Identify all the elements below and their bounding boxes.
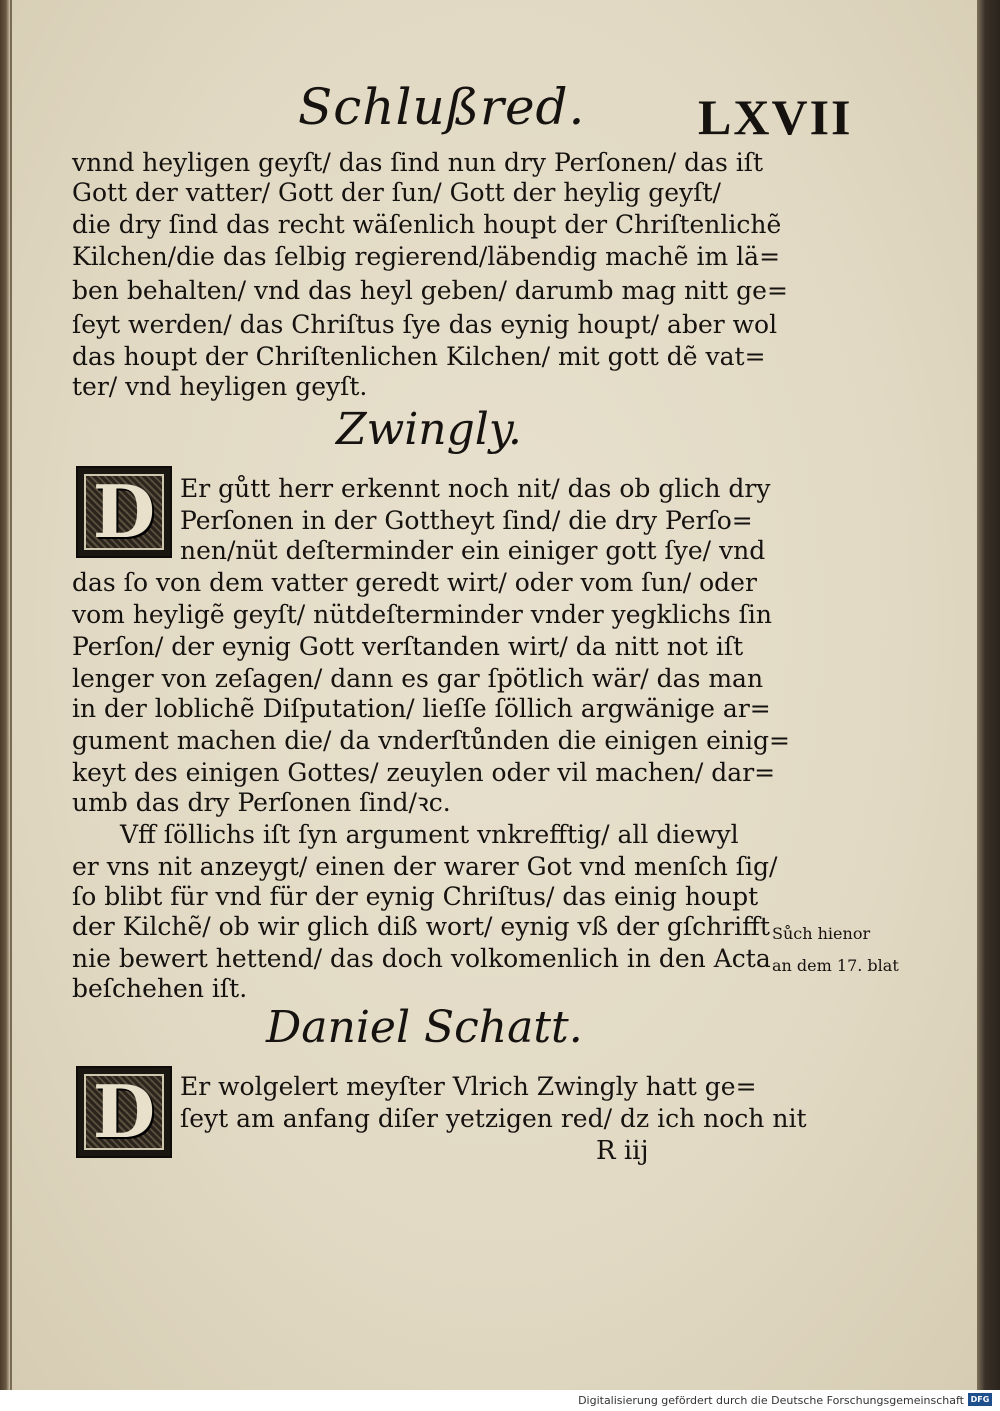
margin-note-line: an dem 17. blat bbox=[772, 956, 899, 975]
text-line: nie bewert hettend/ das doch volkomenlich in den Acta bbox=[72, 944, 771, 973]
text-line: das houpt der Chriſtenlichen Kilchen/ mit gott dẽ vat= bbox=[72, 342, 766, 371]
text-line: beſchehen iſt. bbox=[72, 974, 248, 1003]
text-line: Perſon/ der eynig Gott verſtanden wirt/ da nitt not iſt bbox=[72, 632, 744, 661]
folio-number: LXVII bbox=[698, 89, 853, 145]
signature-mark: R iij bbox=[596, 1136, 649, 1166]
text-line: das ſo von dem vatter geredt wirt/ oder vom ſun/ oder bbox=[72, 568, 757, 597]
text-line: lenger von zeſagen/ dann es gar ſpötlich wär/ das man bbox=[72, 664, 764, 693]
text-line: ter/ vnd heyligen geyſt. bbox=[72, 372, 368, 401]
text-line: gument machen die/ da vnderſtůnden die einigen einig= bbox=[72, 726, 790, 755]
text-line: ben behalten/ vnd das heyl geben/ darumb mag nitt ge= bbox=[72, 276, 788, 305]
text-line: vom heyligẽ geyſt/ nütdeſterminder vnder yegklichs ſin bbox=[72, 600, 772, 629]
text-line: Er gůtt herr erkennt noch nit/ das ob glich dry bbox=[180, 474, 771, 503]
section-heading-zwingly: Zwingly. bbox=[336, 404, 522, 455]
text-line: umb das dry Perſonen ſind/ꝛc. bbox=[72, 788, 451, 817]
text-line: Er wolgelert meyſter Vlrich Zwingly hatt ge= bbox=[180, 1072, 757, 1101]
footer-credit: Digitalisierung gefördert durch die Deutsche Forschungsgemeinschaft bbox=[578, 1394, 964, 1407]
section-heading-daniel-schatt: Daniel Schatt. bbox=[266, 1002, 583, 1053]
decorated-initial bbox=[76, 466, 172, 558]
text-line: ſo blibt für vnd für der eynig Chriſtus/ das einig houpt bbox=[72, 882, 759, 911]
margin-note-line: Sůch hienor bbox=[772, 924, 871, 943]
initial-letter: D bbox=[92, 1069, 156, 1154]
initial-letter: D bbox=[92, 469, 156, 554]
running-title: Schlußred. bbox=[298, 78, 586, 136]
text-line: der Kilchẽ/ ob wir glich diß wort/ eynig vß der gſchrifft bbox=[72, 912, 770, 941]
text-line: die dry ſind das recht wäſenlich houpt der Chriſtenlichẽ bbox=[72, 210, 782, 239]
text-line: keyt des einigen Gottes/ zeuylen oder vil machen/ dar= bbox=[72, 758, 776, 787]
dfg-logo-icon: DFG bbox=[968, 1393, 992, 1406]
text-line: nen/nüt deſterminder ein einiger gott ſye/ vnd bbox=[180, 536, 766, 565]
text-line: Vff ſöllichs iſt ſyn argument vnkrefftig/ all diewyl bbox=[120, 820, 739, 849]
text-line: ſeyt am anfang diſer yetzigen red/ dz ich noch nit bbox=[180, 1104, 807, 1133]
text-line: er vns nit anzeygt/ einen der warer Got vnd menſch ſig/ bbox=[72, 852, 778, 881]
text-line: vnnd heyligen geyſt/ das ſind nun dry Perſonen/ das iſt bbox=[72, 148, 764, 177]
text-line: in der loblichẽ Diſputation/ lieſſe ſöllich argwänige ar= bbox=[72, 694, 771, 723]
text-line: ſeyt werden/ das Chriſtus ſye das eynig houpt/ aber wol bbox=[72, 310, 778, 339]
text-line: Gott der vatter/ Gott der ſun/ Gott der heylig geyſt/ bbox=[72, 178, 721, 207]
decorated-initial bbox=[76, 1066, 172, 1158]
text-line: Perſonen in der Gottheyt ſind/ die dry Perſo= bbox=[180, 506, 753, 535]
text-line: Kilchen/die das ſelbig regierend/läbendig machẽ im lä= bbox=[72, 242, 781, 271]
